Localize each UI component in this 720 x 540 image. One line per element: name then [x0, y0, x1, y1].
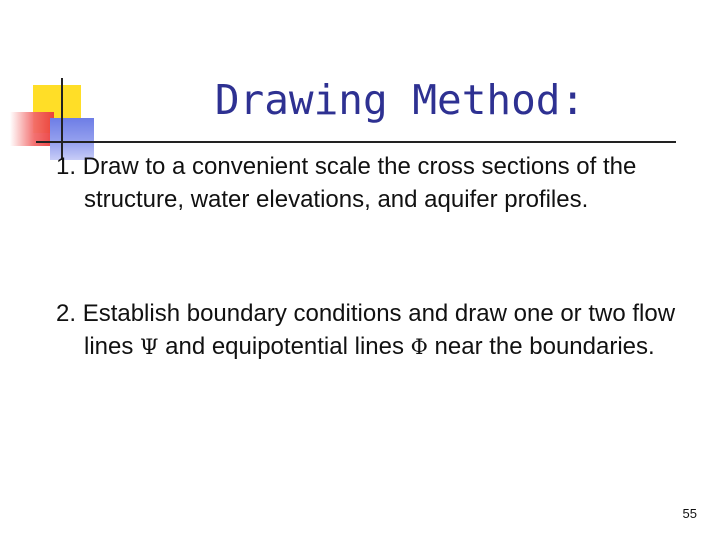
list-item-1	[56, 150, 694, 216]
psi-symbol: Ψ	[140, 335, 159, 359]
title-underline	[36, 141, 676, 143]
decorative-vertical-line	[61, 78, 63, 160]
list-item-text: Establish boundary conditions and draw one or two flow lines	[82, 300, 676, 360]
list-item-text: and equipotential lines	[158, 333, 411, 360]
list-item-text: near the boundaries.	[427, 333, 655, 360]
slide-title: Drawing Method:	[214, 76, 586, 124]
phi-symbol: Φ	[410, 335, 428, 359]
page-number: 55	[682, 506, 697, 521]
list-item-2	[56, 297, 694, 364]
list-item-text: Draw to a convenient scale the cross sections of the structure, water elevations, and aquifer profiles.	[82, 153, 637, 213]
list-item-number: 2.	[56, 300, 83, 327]
list-item-number: 1.	[56, 153, 83, 180]
